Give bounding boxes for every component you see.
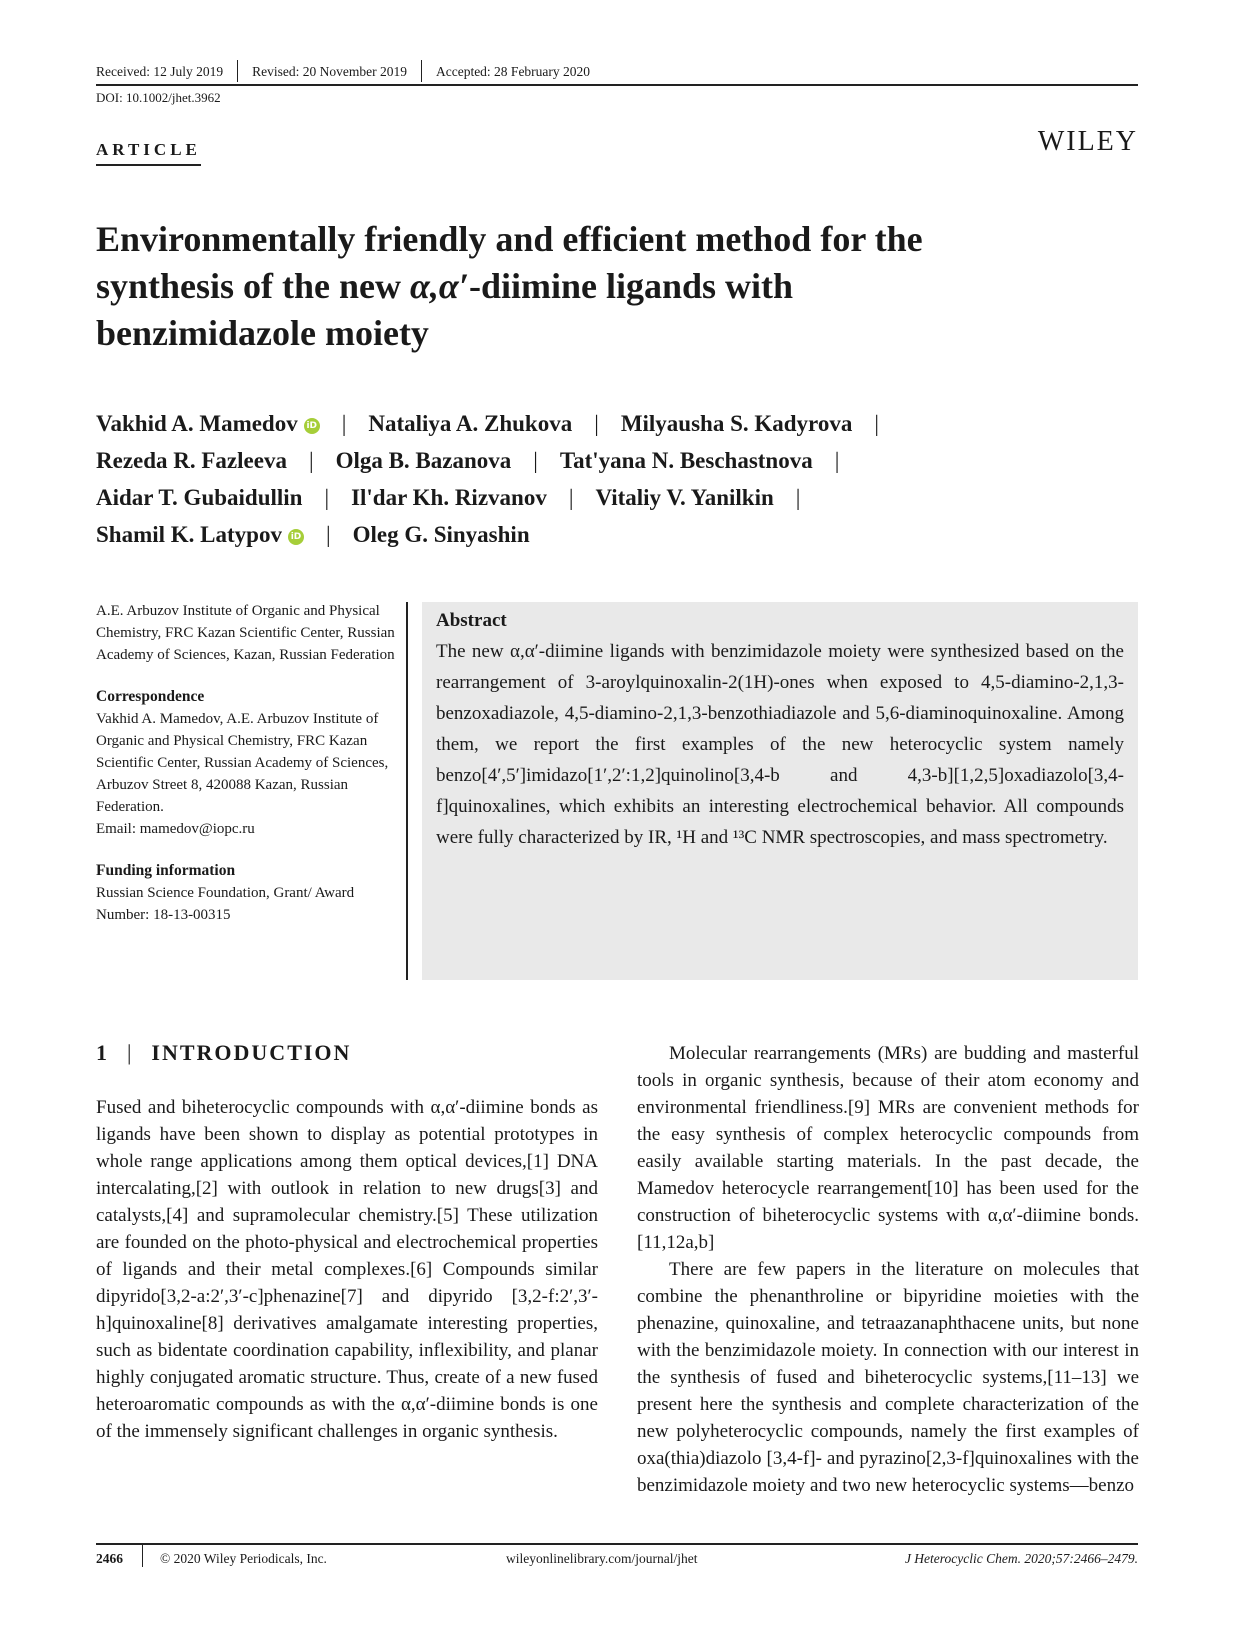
correspondence-heading: Correspondence <box>96 688 205 705</box>
author-separator: | <box>325 522 331 547</box>
author-name[interactable]: Olga B. Bazanova <box>335 448 512 473</box>
copyright: © 2020 Wiley Periodicals, Inc. <box>160 1551 327 1566</box>
author-separator: | <box>568 485 574 510</box>
orcid-icon[interactable]: iD <box>288 529 304 545</box>
author-name[interactable]: Tat'yana N. Beschastnova <box>559 448 813 473</box>
revised-date: Revised: 20 November 2019 <box>252 64 407 79</box>
abstract-box <box>422 602 1138 980</box>
author-name[interactable]: Vitaliy V. Yanilkin <box>595 485 774 510</box>
footer-divider <box>142 1545 143 1567</box>
author-name[interactable]: Rezeda R. Fazleeva <box>96 448 287 473</box>
author-name[interactable]: Il'dar Kh. Rizvanov <box>351 485 547 510</box>
orcid-icon[interactable]: iD <box>304 418 320 434</box>
article-info-sidebar <box>96 600 396 926</box>
author-separator: | <box>874 411 879 436</box>
doi[interactable]: DOI: 10.1002/jhet.3962 <box>96 90 221 105</box>
paper-title <box>96 216 1096 357</box>
body-column-right <box>637 1040 1139 1499</box>
author-separator: | <box>834 448 840 473</box>
paragraph: Molecular rearrangements (MRs) are budding and masterful tools in organic synthesis, because of their atom economy and environmental friendliness.[9] MRs are convenient methods for the easy synthesis of complex heterocyclic compounds from easily available starting materials. In the past decade, the Mamedov heterocycle rearrangement[10] has been used for the construction of biheterocyclic systems with α,α′-diimine bonds.[11,12a,b] <box>637 1043 1139 1253</box>
footer-rule <box>96 1543 1138 1545</box>
funding-text: Russian Science Foundation, Grant/ Award Number: 18-13-00315 <box>96 885 355 923</box>
article-dates <box>96 62 1138 84</box>
title-text: -diimine ligands with <box>468 266 794 306</box>
author-separator: | <box>341 411 347 436</box>
body-column-left <box>96 1094 598 1445</box>
header-rule <box>96 84 1138 86</box>
author-name[interactable]: Nataliya A. Zhukova <box>368 411 573 436</box>
sidebar-divider <box>406 602 408 980</box>
abstract-heading: Abstract <box>436 610 507 631</box>
section-number: 1 <box>96 1040 109 1065</box>
author-name[interactable]: Oleg G. Sinyashin <box>352 522 530 547</box>
section-separator: | <box>127 1040 134 1065</box>
paragraph: Fused and biheterocyclic compounds with α,α′-diimine bonds as ligands have been shown to display as potential prototypes in whole range applications among them optical devices,[1] DNA intercalating,[2] with outlook in relation to new drugs[3] and catalysts,[4] and supramolecular chemistry.[5] These utilization are founded on the photo-physical and electrochemical properties of ligands and their metal complexes.[6] Compounds similar dipyrido[3,2-a:2′,3′-c]phenazine[7] and dipyrido [3,2-f:2′,3′-h]quinoxaline[8] derivatives amalgamate interesting properties, such as bidentate coordination capability, inflexibility, and planar highly conjugated aromatic structure. Thus, create of a new fused heteroaromatic compounds as with the α,α′-diimine bonds is one of the immensely significant challenges in organic synthesis. <box>96 1097 598 1442</box>
author-name[interactable]: Vakhid A. Mamedov <box>96 411 298 436</box>
section-title: INTRODUCTION <box>151 1040 352 1065</box>
author-separator: | <box>308 448 314 473</box>
section-heading <box>96 1040 351 1066</box>
accepted-date: Accepted: 28 February 2020 <box>435 64 591 79</box>
correspondence-email[interactable]: Email: mamedov@iopc.ru <box>96 821 255 837</box>
author-separator: | <box>324 485 330 510</box>
author-separator: | <box>795 485 801 510</box>
article-type-label: ARTICLE <box>96 140 201 166</box>
paragraph: There are few papers in the literature on molecules that combine the phenanthroline or bipyridine moieties with the phenazine, quinoxaline, and tetraazanaphthacene units, but none with the benzimidazole moiety. In connection with our interest in the synthesis of fused and biheterocyclic systems,[11–13] we present here the synthesis and complete characterization of the new polyheterocyclic compounds, namely the first examples of oxa(thia)diazolo [3,4-f]- and pyrazino[2,3-f]quinoxalines with the benzimidazole moiety and two new heterocyclic systems—benzo <box>637 1259 1139 1496</box>
publisher-logo: WILEY <box>1037 126 1138 157</box>
correspondence-text: Vakhid A. Mamedov, A.E. Arbuzov Institute of Organic and Physical Chemistry, FRC Kazan Scientific Center, Russian Academy of Sciences, Arbuzov Street 8, 420088 Kazan, Russian Federation. <box>96 711 389 815</box>
title-text: synthesis of the new <box>96 266 411 306</box>
abstract-text: The new α,α′-diimine ligands with benzimidazole moiety were synthesized based on the rearrangement of 3-aroylquinoxalin-2(1H)-ones when exposed to 4,5-diamino-2,1,3-benzoxadiazole, 4,5-diamino-2,1,3-benzothiadiazole and 5,6-diaminoquinoxaline. Among them, we report the first examples of the new heterocyclic system namely benzo[4′,5′]imidazo[1′,2′:1,2]quinolino[3,4-b and 4,3-b][1,2,5]oxadiazolo[3,4-f]quinoxalines, which exhibits an interesting electrochemical behavior. All compounds were fully characterized by IR, ¹H and ¹³C NMR spectroscopies, and mass spectrometry. <box>436 641 1124 848</box>
citation: J Heterocyclic Chem. 2020;57:2466–2479. <box>904 1551 1138 1566</box>
page-number: 2466 <box>96 1551 123 1566</box>
author-name[interactable]: Aidar T. Gubaidullin <box>96 485 303 510</box>
page-footer <box>96 1551 1138 1573</box>
title-line-2 <box>96 263 1096 310</box>
title-line-1: Environmentally friendly and efficient method for the <box>96 219 923 259</box>
author-name[interactable]: Milyausha S. Kadyrova <box>620 411 853 436</box>
author-list <box>96 405 1156 553</box>
affiliation: A.E. Arbuzov Institute of Organic and Physical Chemistry, FRC Kazan Scientific Center, Russian Academy of Sciences, Kazan, Russian Federation <box>96 603 395 663</box>
author-separator: | <box>533 448 538 473</box>
received-date: Received: 12 July 2019 <box>96 64 224 79</box>
title-line-3: benzimidazole moiety <box>96 313 429 353</box>
title-greek: α,α′ <box>410 266 469 306</box>
author-name[interactable]: Shamil K. Latypov <box>96 522 282 547</box>
author-separator: | <box>594 411 599 436</box>
journal-url[interactable]: wileyonlinelibrary.com/journal/jhet <box>506 1551 698 1566</box>
funding-heading: Funding information <box>96 862 236 879</box>
